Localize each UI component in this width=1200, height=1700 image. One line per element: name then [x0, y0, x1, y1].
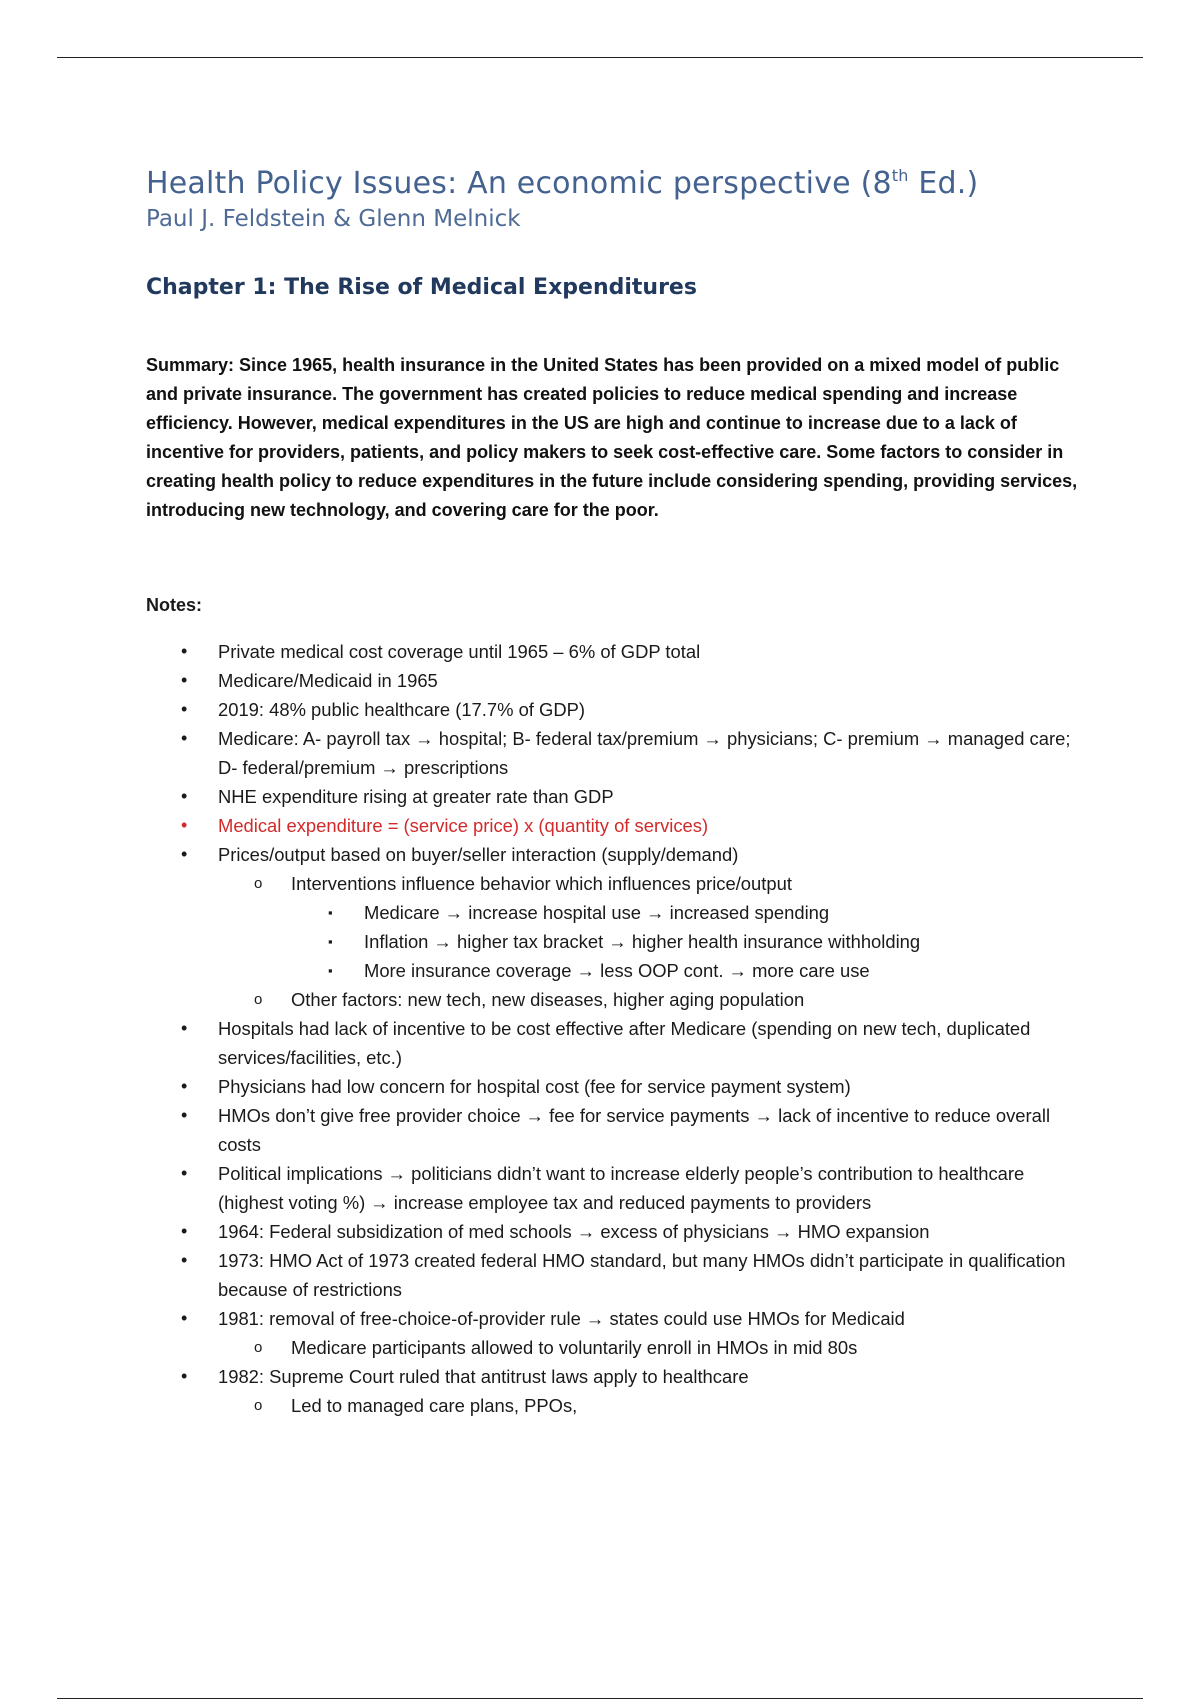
- note-text: NHE expenditure rising at greater rate than GDP: [218, 786, 614, 807]
- bullet-icon: •: [181, 1250, 188, 1270]
- note-item: [146, 666, 1086, 695]
- note-text: Inflation → higher tax bracket → higher health insurance withholding: [364, 931, 921, 952]
- bullet-icon: •: [181, 1221, 188, 1241]
- note-item: [146, 1101, 1086, 1159]
- note-item: [146, 1391, 1086, 1420]
- note-item: [146, 637, 1086, 666]
- note-text: Led to managed care plans, PPOs,: [291, 1395, 578, 1416]
- note-item: [146, 782, 1086, 811]
- note-item: [146, 695, 1086, 724]
- document-page: [146, 165, 1086, 1420]
- note-item: [146, 811, 1086, 840]
- bullet-icon: •: [181, 1308, 188, 1328]
- note-text: 1964: Federal subsidization of med schools → excess of physicians → HMO expansion: [218, 1221, 930, 1242]
- note-text: 1973: HMO Act of 1973 created federal HMO standard, but many HMOs didn’t participate in qualification because of restrictions: [218, 1250, 1066, 1300]
- note-item: [146, 898, 1086, 927]
- note-item: [146, 869, 1086, 898]
- note-item: [146, 1362, 1086, 1391]
- note-item: [146, 985, 1086, 1014]
- note-text: 1981: removal of free-choice-of-provider rule → states could use HMOs for Medicaid: [218, 1308, 905, 1329]
- note-item: [146, 927, 1086, 956]
- note-item: [146, 1304, 1086, 1333]
- note-text: Private medical cost coverage until 1965 – 6% of GDP total: [218, 641, 701, 662]
- note-text: Medicare → increase hospital use → increased spending: [364, 902, 830, 923]
- bullet-icon: •: [181, 641, 188, 661]
- notes-list: [146, 637, 1086, 1420]
- document-title: Health Policy Issues: An economic perspective (8th Ed.): [146, 166, 979, 201]
- note-text: Physicians had low concern for hospital cost (fee for service payment system): [218, 1076, 851, 1097]
- note-item: [146, 1159, 1086, 1217]
- bullet-icon: ▪: [328, 934, 333, 949]
- note-item: [146, 1246, 1086, 1304]
- bullet-icon: •: [181, 670, 188, 690]
- note-text: Medicare participants allowed to voluntarily enroll in HMOs in mid 80s: [291, 1337, 858, 1358]
- notes-label: Notes:: [146, 595, 203, 615]
- bullet-icon: o: [254, 875, 263, 892]
- summary-paragraph: Summary: Since 1965, health insurance in the United States has been provided on a mixed model of public and private insurance. The government has created policies to reduce medical spending and increase efficiency. However, medical expenditures in the US are high and continue to increase due to a lack of incentive for providers, patients, and policy makers to seek cost-effective care. Some factors to consider in creating health policy to reduce expenditures in the future include considering spending, providing services, introducing new technology, and covering care for the poor.: [146, 355, 1078, 520]
- note-item: [146, 1072, 1086, 1101]
- bullet-icon: •: [181, 1105, 188, 1125]
- bullet-icon: •: [181, 728, 188, 748]
- bullet-icon: •: [181, 1163, 188, 1183]
- bullet-icon: •: [181, 1018, 188, 1038]
- note-text: Prices/output based on buyer/seller interaction (supply/demand): [218, 844, 739, 865]
- note-text: 1982: Supreme Court ruled that antitrust laws apply to healthcare: [218, 1366, 749, 1387]
- footer-rule: [57, 1698, 1143, 1699]
- note-text: Hospitals had lack of incentive to be cost effective after Medicare (spending on new tech, duplicated services/facilities, etc.): [218, 1018, 1031, 1068]
- bullet-icon: o: [254, 1397, 263, 1414]
- note-item: [146, 956, 1086, 985]
- document-authors: Paul J. Feldstein & Glenn Melnick: [146, 206, 521, 232]
- note-item: [146, 1333, 1086, 1362]
- note-text: Medical expenditure = (service price) x (quantity of services): [218, 815, 709, 836]
- bullet-icon: o: [254, 991, 263, 1008]
- bullet-icon: o: [254, 1339, 263, 1356]
- header-rule: [57, 57, 1143, 58]
- chapter-heading: Chapter 1: The Rise of Medical Expenditures: [146, 275, 697, 300]
- bullet-icon: •: [181, 815, 188, 835]
- note-item: [146, 724, 1086, 782]
- bullet-icon: •: [181, 699, 188, 719]
- note-text: More insurance coverage → less OOP cont. → more care use: [364, 960, 870, 981]
- note-text: Other factors: new tech, new diseases, higher aging population: [291, 989, 805, 1010]
- bullet-icon: •: [181, 844, 188, 864]
- title-superscript: th: [891, 166, 909, 185]
- note-text: 2019: 48% public healthcare (17.7% of GDP): [218, 699, 586, 720]
- note-item: [146, 1014, 1086, 1072]
- note-text: Medicare/Medicaid in 1965: [218, 670, 438, 691]
- bullet-icon: ▪: [328, 963, 333, 978]
- note-item: [146, 840, 1086, 869]
- bullet-icon: •: [181, 1366, 188, 1386]
- note-text: Interventions influence behavior which influences price/output: [291, 873, 792, 894]
- bullet-icon: •: [181, 786, 188, 806]
- note-text: Medicare: A- payroll tax → hospital; B- federal tax/premium → physicians; C- premium → managed care; D- federal/premium → prescriptions: [218, 728, 1071, 778]
- note-text: Political implications → politicians didn’t want to increase elderly people’s contribution to healthcare (highest voting %) → increase employee tax and reduced payments to providers: [218, 1163, 1025, 1213]
- bullet-icon: ▪: [328, 905, 333, 920]
- note-item: [146, 1217, 1086, 1246]
- bullet-icon: •: [181, 1076, 188, 1096]
- note-text: HMOs don’t give free provider choice → fee for service payments → lack of incentive to reduce overall costs: [218, 1105, 1051, 1155]
